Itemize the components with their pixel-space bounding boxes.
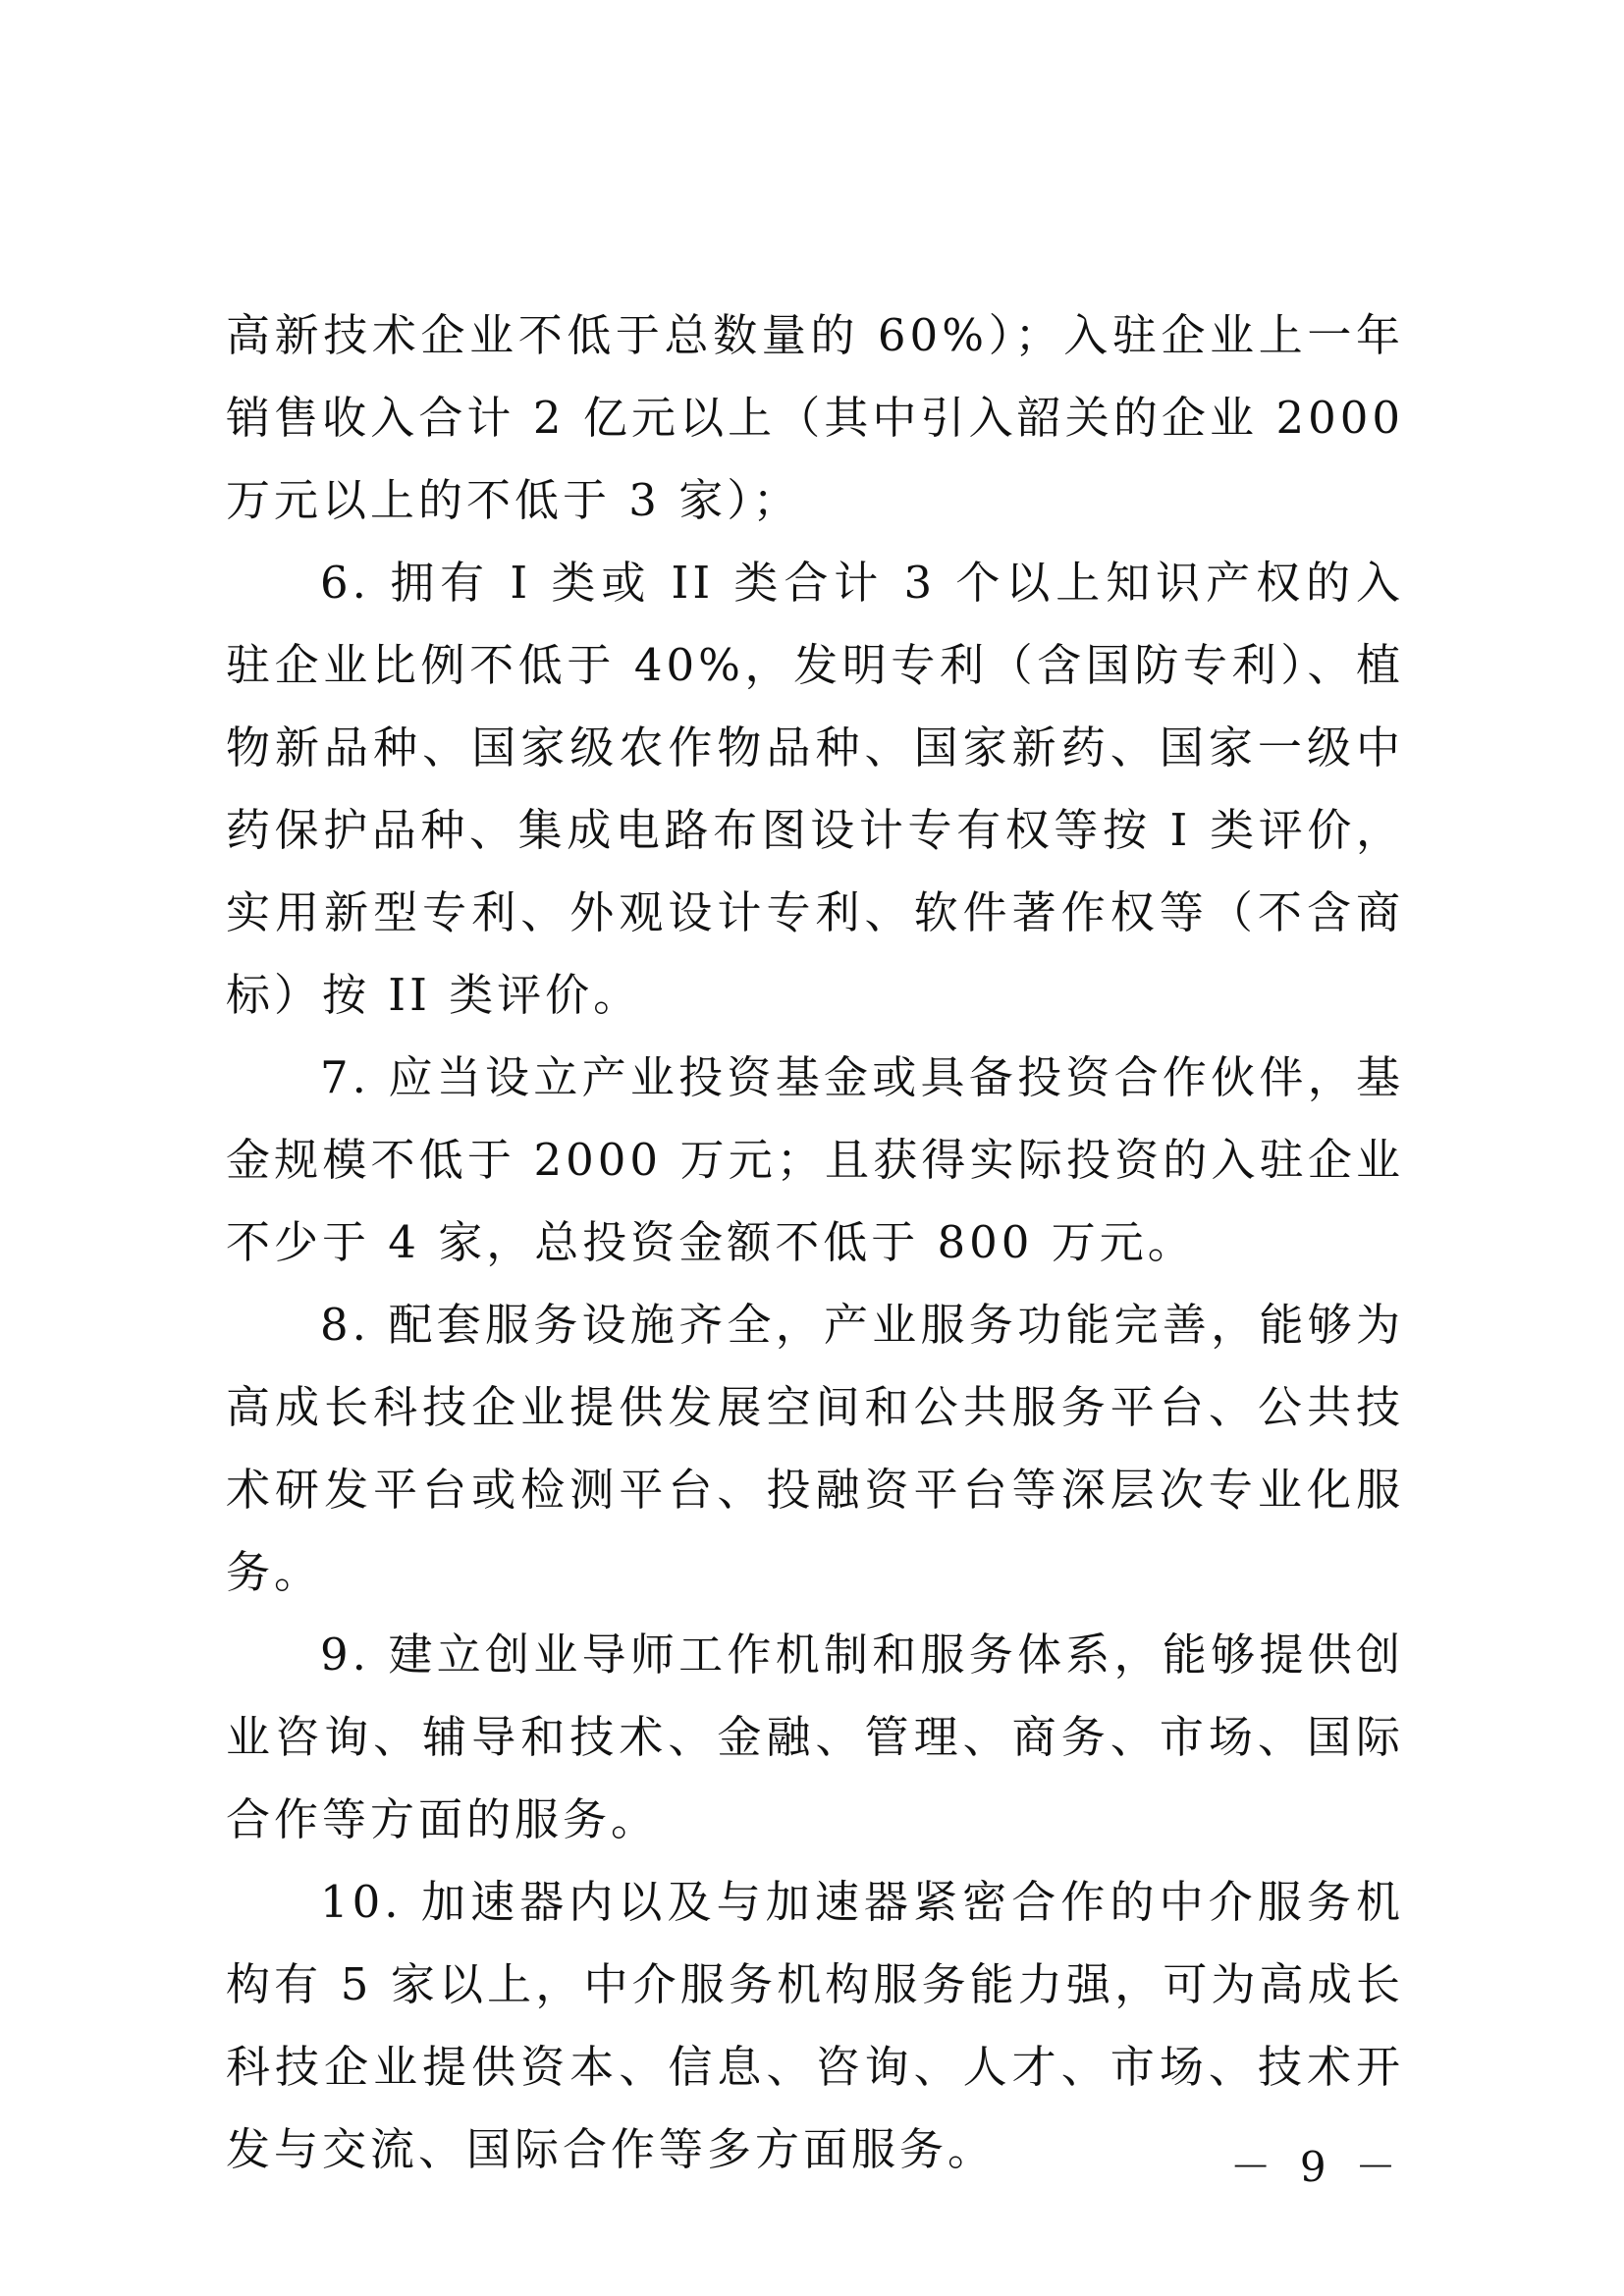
- paragraph-item-9: 9. 建立创业导师工作机制和服务体系，能够提供创业咨询、辅导和技术、金融、管理、商务、市场、国际合作等方面的服务。: [226, 1629, 1404, 1845]
- paragraph-continuation: 高新技术企业不低于总数量的 60%）；入驻企业上一年销售收入合计 2 亿元以上（其中引入韶关的企业 2000 万元以上的不低于 3 家）；: [226, 309, 1404, 526]
- paragraph-item-6: 6. 拥有 I 类或 II 类合计 3 个以上知识产权的入驻企业比例不低于 40%，发明专利（含国防专利）、植物新品种、国家级农作物品种、国家新药、国家一级中药保护品种、集成电路布图设计专有权等按 I 类评价，实用新型专利、外观设计专利、软件著作权等（不含商标）按 II 类评价。: [226, 557, 1404, 1021]
- paragraph-item-8: 8. 配套服务设施齐全，产业服务功能完善，能够为高成长科技企业提供发展空间和公共服务平台、公共技术研发平台或检测平台、投融资平台等深层次专业化服务。: [226, 1299, 1404, 1598]
- page-number: － 9 －: [1229, 2143, 1404, 2191]
- paragraph-item-10: 10. 加速器内以及与加速器紧密合作的中介服务机构有 5 家以上，中介服务机构服务能力强，可为高成长科技企业提供资本、信息、咨询、人才、市场、技术开发与交流、国际合作等多方面服务。: [226, 1876, 1404, 2175]
- document-body: [226, 294, 1404, 2191]
- paragraph-item-7: 7. 应当设立产业投资基金或具备投资合作伙伴，基金规模不低于 2000 万元；且获得实际投资的入驻企业不少于 4 家，总投资金额不低于 800 万元。: [226, 1051, 1404, 1268]
